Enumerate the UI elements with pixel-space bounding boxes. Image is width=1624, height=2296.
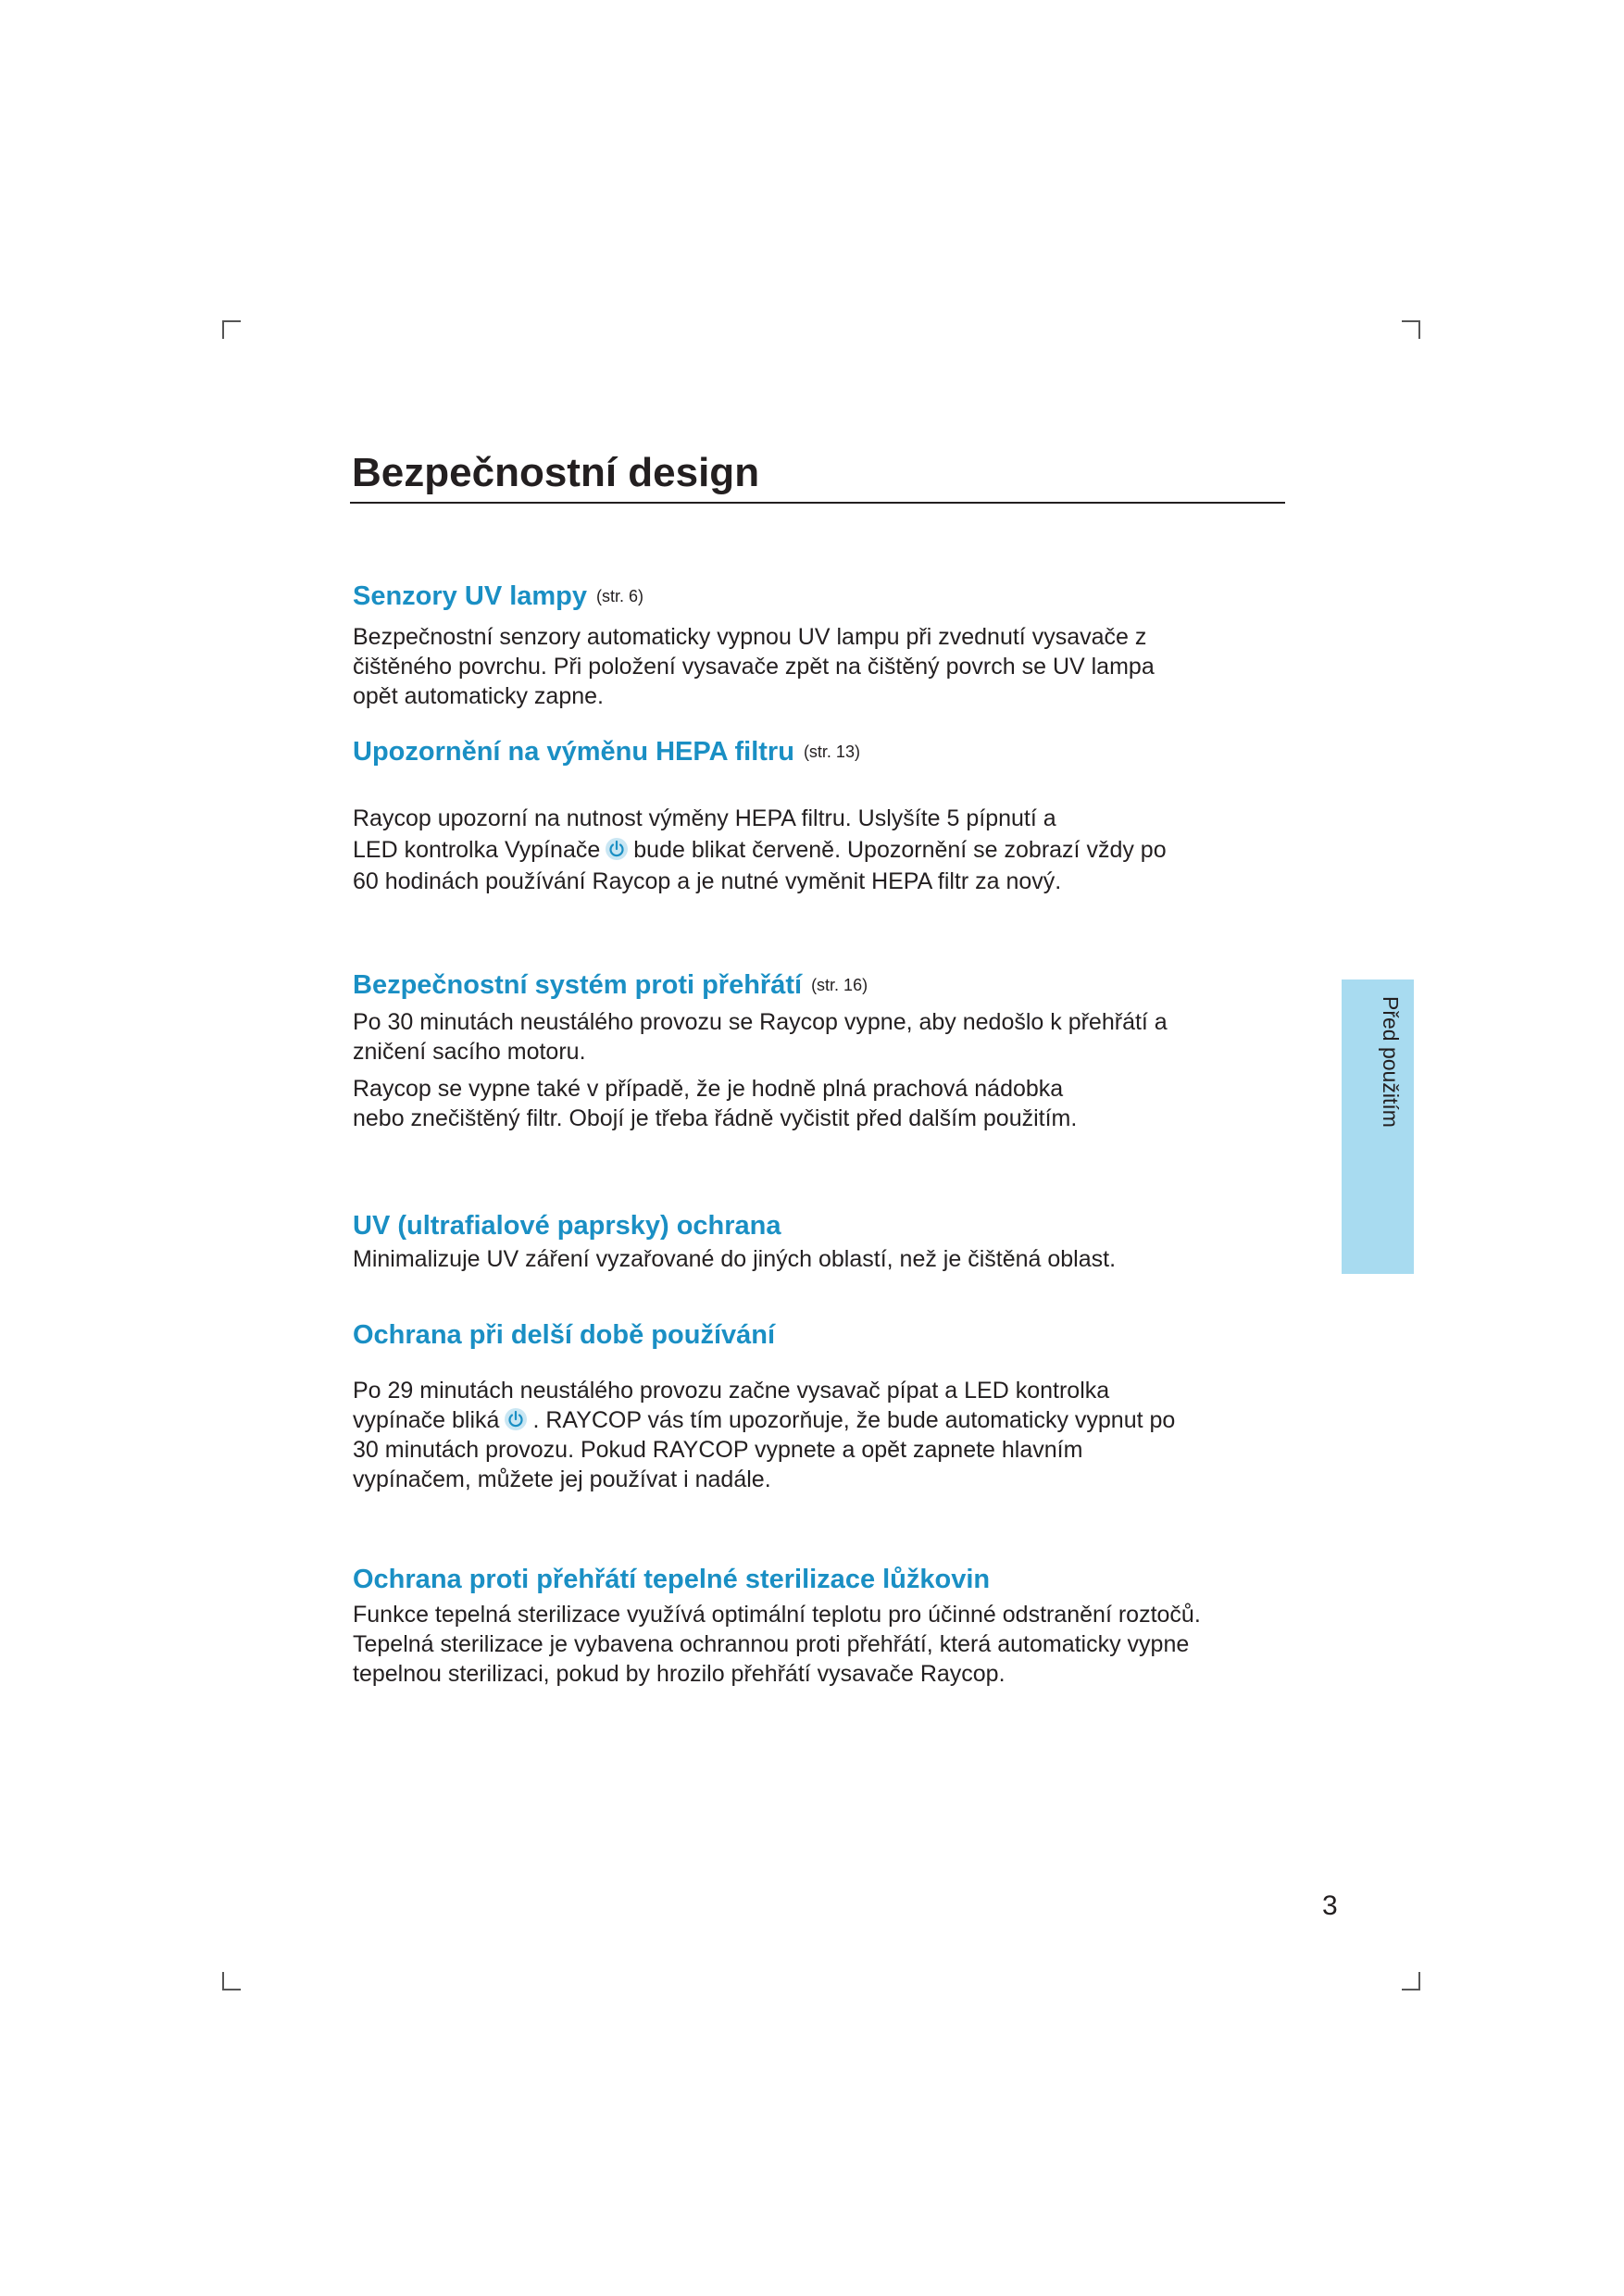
section-heading xyxy=(353,580,1279,613)
section-overheat-protection xyxy=(353,968,1279,1133)
side-tab xyxy=(1342,980,1414,1274)
power-icon xyxy=(505,1408,527,1430)
section-heading-text: UV (ultrafialové paprsky) ochrana xyxy=(353,1211,781,1241)
body-line: Tepelná sterilizace je vybavena ochrannou proti přehřátí, která automaticky vypne xyxy=(353,1631,1190,1657)
crop-mark-top-left xyxy=(222,320,241,339)
section-long-use-protection xyxy=(353,1318,1279,1494)
body-line xyxy=(353,1405,1279,1435)
body-line: nebo znečištěný filtr. Obojí je třeba řádně vyčistit před dalším použitím. xyxy=(353,1105,1078,1131)
section-heading xyxy=(353,1209,1279,1242)
body-line: Po 29 minutách neustálého provozu začne vysavač pípat a LED kontrolka xyxy=(353,1378,1110,1404)
section-heading-text: Ochrana proti přehřátí tepelné sterilizace lůžkovin xyxy=(353,1565,991,1594)
page-reference: (str. 6) xyxy=(596,587,644,605)
body-line: Raycop se vypne také v případě, že je hodně plná prachová nádobka xyxy=(353,1076,1064,1102)
crop-mark-bottom-left xyxy=(222,1972,241,1990)
body-line: Po 30 minutách neustálého provozu se Raycop vypne, aby nedošlo k přehřátí a xyxy=(353,1009,1168,1035)
section-sterilization-overheat xyxy=(353,1563,1279,1689)
crop-mark-bottom-right xyxy=(1402,1972,1420,1990)
section-heading-text: Bezpečnostní systém proti přehřátí xyxy=(353,970,803,1000)
body-text: vypínače bliká xyxy=(353,1407,500,1433)
body-line: vypínačem, můžete jej používat i nadále. xyxy=(353,1466,771,1492)
body-line: Minimalizuje UV záření vyzařované do jiných oblastí, než je čištěná oblast. xyxy=(353,1246,1117,1272)
title-rule xyxy=(350,502,1285,504)
section-uv-sensors xyxy=(353,580,1279,711)
section-heading xyxy=(353,968,1279,1002)
body-line: 30 minutách provozu. Pokud RAYCOP vypnete a opět zapnete hlavním xyxy=(353,1437,1083,1463)
body-text: bude blikat červeně. Upozornění se zobrazí vždy po xyxy=(633,837,1167,863)
power-icon xyxy=(606,838,628,860)
body-line: čištěného povrchu. Při položení vysavače zpět na čištěný povrch se UV lampa xyxy=(353,654,1155,680)
body-text: LED kontrolka Vypínače xyxy=(353,837,601,863)
body-text: . RAYCOP vás tím upozorňuje, že bude automaticky vypnut po xyxy=(532,1407,1176,1433)
body-line: Funkce tepelná sterilizace využívá optimální teplotu pro účinné odstranění roztočů. xyxy=(353,1602,1201,1628)
section-uv-protection xyxy=(353,1209,1279,1274)
section-heading-text: Senzory UV lampy xyxy=(353,581,588,611)
section-hepa-warning xyxy=(353,735,1279,896)
side-tab-label: Před použitím xyxy=(1379,996,1403,1128)
body-line: Bezpečnostní senzory automaticky vypnou UV lampu při zvednutí vysavače z xyxy=(353,624,1147,650)
section-heading xyxy=(353,1563,1279,1596)
body-line: tepelnou sterilizaci, pokud by hrozilo přehřátí vysavače Raycop. xyxy=(353,1661,1006,1687)
crop-mark-top-right xyxy=(1402,320,1420,339)
body-line: zničení sacího motoru. xyxy=(353,1039,586,1065)
body-line: opět automaticky zapne. xyxy=(353,683,604,709)
page-title: Bezpečnostní design xyxy=(352,450,760,495)
page-number: 3 xyxy=(1322,1890,1338,1921)
body-line: 60 hodinách používání Raycop a je nutné vyměnit HEPA filtr za nový. xyxy=(353,868,1062,894)
section-heading-text: Ochrana při delší době používání xyxy=(353,1320,776,1350)
section-heading xyxy=(353,1318,1279,1352)
body-line xyxy=(353,833,1279,867)
page-reference: (str. 13) xyxy=(803,742,860,761)
page-reference: (str. 16) xyxy=(811,976,868,994)
section-heading-text: Upozornění na výměnu HEPA filtru xyxy=(353,737,794,767)
section-heading xyxy=(353,735,1279,768)
body-line: Raycop upozorní na nutnost výměny HEPA filtru. Uslyšíte 5 pípnutí a xyxy=(353,805,1056,831)
